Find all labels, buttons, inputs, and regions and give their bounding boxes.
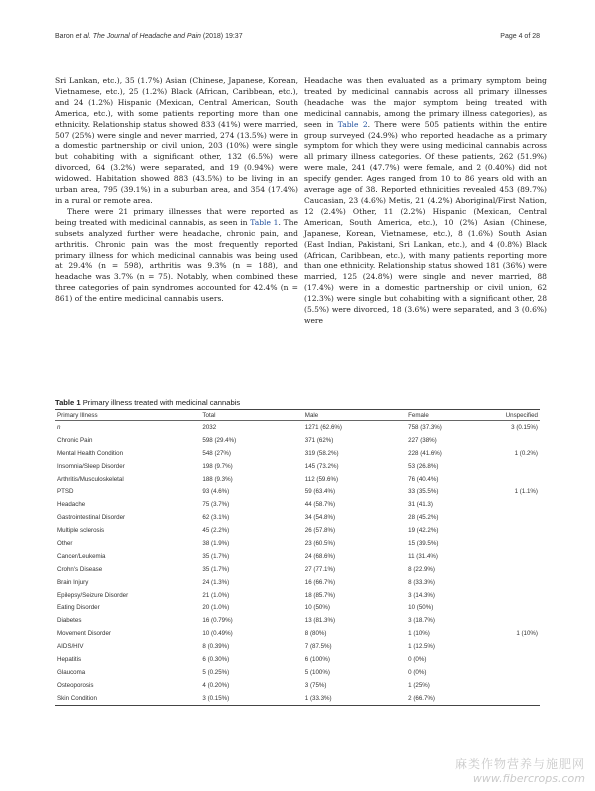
table-cell: 5 (0.25%): [202, 668, 230, 676]
table-cell: 1 (12.5%): [408, 643, 435, 651]
table-title: Primary illness treated with medicinal cannabis: [80, 398, 241, 407]
row-label-cell: PTSD: [57, 488, 74, 496]
table-row: [55, 601, 540, 614]
table-cell: 31 (41.3): [408, 501, 433, 509]
table-row: [55, 576, 540, 589]
table-row: [55, 485, 540, 498]
watermark: [455, 755, 585, 785]
table-row: [55, 524, 540, 537]
table-cell: 371 (62%): [304, 436, 334, 444]
table-cell: 59 (63.4%): [304, 488, 336, 496]
table-cell: 227 (38%): [408, 436, 437, 444]
table-cell: 33 (35.5%): [408, 488, 439, 496]
table-cell: [504, 511, 540, 524]
table-cell: 1 (10%): [408, 630, 430, 638]
table-cell: [504, 524, 540, 537]
row-label-cell: Epilepsy/Seizure Disorder: [57, 591, 129, 599]
text-run: . The subsets analyzed further were headache, chronic pain, and arthritis. Chronic pain was the most frequently reported primary illness for which medicinal cannabis was being used at 29.4% (n = 598), arthritis was 9.3% (n = 188), and headache was 3.7% (n = 75). Notably, when combined these three categories of pain syndromes accounted for 42.4% (n = 861) of the entire medicinal cannabis users.: [55, 217, 299, 304]
data-table: [55, 409, 540, 706]
table-cell: 598 (29.4%): [202, 436, 237, 444]
table-cell: 20 (1.0%): [202, 604, 230, 612]
table-row: [55, 640, 540, 653]
table-body: [55, 421, 540, 706]
table-cell: [504, 601, 540, 614]
column-header: Primary Illness: [55, 410, 200, 421]
table-cell: 3 (0.15%): [200, 692, 302, 705]
table-cell: 1 (0.2%): [514, 449, 538, 457]
table-cell: 27 (77.1%): [304, 565, 336, 573]
table-cell: [504, 640, 540, 653]
table-row: [55, 614, 540, 627]
authors: Baron: [55, 33, 76, 40]
table-cell: 198 (9.7%): [202, 462, 233, 470]
table-cell: [504, 614, 540, 627]
table-cell: 53 (26.8%): [408, 462, 439, 470]
table-cell: 1 (33.3%): [303, 692, 406, 705]
table-cell: 0 (0%): [408, 668, 427, 676]
table-cell: [504, 473, 540, 486]
table-cell: 2032: [202, 423, 217, 431]
table-cell: 35 (1.7%): [202, 565, 230, 573]
paragraph: [55, 207, 298, 305]
table-cell: 3 (75%): [304, 681, 327, 689]
table-row: [55, 447, 540, 460]
text-run: There were 21 primary illnesses that were reported as being treated with medicinal cannabis, as seen in: [55, 206, 298, 227]
row-label-cell: Osteoporosis: [57, 681, 94, 689]
journal-name: The Journal of Headache and Pain: [90, 33, 201, 40]
column-header: Male: [303, 410, 406, 421]
table-cell: 28 (45.2%): [408, 514, 439, 522]
table-cell: [504, 563, 540, 576]
table-cell: 319 (58.2%): [304, 449, 339, 457]
table-cell: 19 (42.2%): [408, 527, 439, 535]
table-cell: [504, 550, 540, 563]
text-run: . There were 505 patients within the entire group surveyed (24.9%) who reported headache as a primary symptom for which they were using medicinal cannabis across all primary illness categories. Of these patients, 262 (51.9%) were male, 241 (47.7%) were female, and 2 (0.40%) did not specify gender. Ages ranged from 10 to 86 years old with an average age of 38. Reported ethnicities revealed 453 (89.7%) Caucasian, 23 (4.6%) Metis, 21 (4.2%) Aboriginal/First Nation, 12 (2.4%) Other, 11 (2.2%) Hispanic (Mexican, Central American, South America, etc.), 10 (2%) Asian (Chinese, Japanese, Korean, Vietnamese, etc.), 8 (1.6%) South Asian (East Indian, Pakistani, Sri Lankan, etc.), and 4 (0.8%) Black (African, Caribbean, etc.), with many patients reporting more than one ethnicity. Relationship status showed 181 (36%) were married, 125 (24.8%) were single and never married, 88 (17.4%) were in a domestic partnership or civil union, 62 (12.3%) were single but cohabiting with a significant other, 28 (5.5%) were divorced, 18 (3.6%) were separated, and 3 (0.6%) were: [304, 119, 547, 325]
right-column: [304, 76, 547, 327]
table-cell: 7 (87.5%): [304, 643, 332, 651]
table-cell: [504, 692, 540, 705]
row-label-cell: AIDS/HIV: [57, 643, 84, 651]
citation-line: [55, 33, 243, 40]
row-label-cell: Brain Injury: [57, 578, 89, 586]
table-cell: 3 (0.15%): [511, 423, 538, 431]
table-cell: [504, 666, 540, 679]
table-cell: 34 (54.8%): [304, 514, 336, 522]
row-label-cell: n: [57, 423, 61, 431]
table-reference-link[interactable]: Table 2: [337, 119, 368, 129]
table-row: [55, 589, 540, 602]
table-reference-link[interactable]: Table 1: [250, 217, 279, 227]
table-row: [55, 473, 540, 486]
table-cell: 1271 (62.6%): [304, 423, 342, 431]
table-row: [55, 537, 540, 550]
table-cell: 3 (14.3%): [408, 591, 435, 599]
table-cell: 145 (73.2%): [304, 462, 339, 470]
table-cell: [504, 460, 540, 473]
row-label-cell: Cancer/Leukemia: [57, 552, 106, 560]
row-label-cell: Crohn's Disease: [57, 565, 103, 573]
table-cell: 5 (100%): [304, 668, 330, 676]
table-row: [55, 679, 540, 692]
table-cell: 2 (66.7%): [406, 692, 504, 705]
table-cell: 1 (25%): [408, 681, 430, 689]
table-cell: 93 (4.6%): [202, 488, 230, 496]
table-cell: 8 (80%): [304, 630, 327, 638]
paragraph: Sri Lankan, etc.), 35 (1.7%) Asian (Chinese, Japanese, Korean, Vietnamese, etc.), 25 (1.2%) Black (African, Caribbean, etc.), and 24 (1.2%) Hispanic (Mexican, Central American, South America, etc.), with some patients reporting more than one ethnicity. Relationship status showed 833 (41%) were married, 507 (25%) were single and never married, 274 (13.5%) were in a domestic partnership or civil union, 203 (10%) were single but cohabiting with a significant other, 132 (6.5%) were divorced, 64 (3.2%) were separated, and 19 (0.94%) were widowed. Habitation showed 883 (43.5%) to be living in an urban area, 795 (39.1%) in a suburban area, and 354 (17.4%) in a rural or remote area.: [55, 76, 298, 205]
table-cell: 76 (40.4%): [408, 475, 439, 483]
row-label-cell: Diabetes: [57, 617, 82, 625]
table-cell: 6 (100%): [304, 655, 330, 663]
table-row: [55, 692, 540, 705]
paragraph: [304, 76, 547, 327]
table-cell: [504, 434, 540, 447]
running-header: [55, 33, 540, 45]
table-cell: 228 (41.6%): [408, 449, 442, 457]
table-cell: 4 (0.20%): [202, 681, 230, 689]
table-row: [55, 421, 540, 434]
page-number: Page 4 of 28: [500, 33, 540, 40]
table-cell: 112 (59.6%): [304, 475, 339, 483]
table-row: [55, 434, 540, 447]
row-label-cell: Other: [57, 539, 73, 547]
table-cell: 6 (0.30%): [202, 655, 230, 663]
table-header-row: [55, 410, 540, 421]
table-row: [55, 498, 540, 511]
table-cell: 26 (57.8%): [304, 527, 336, 535]
table-1: [55, 398, 540, 706]
table-cell: 10 (0.49%): [202, 630, 233, 638]
row-label-cell: Eating Disorder: [57, 604, 100, 612]
row-label-cell: Skin Condition: [55, 692, 200, 705]
row-label-cell: Glaucoma: [57, 668, 86, 676]
year-volume: (2018) 19:37: [200, 33, 243, 40]
table-cell: [504, 498, 540, 511]
table-row: [55, 653, 540, 666]
table-cell: [504, 589, 540, 602]
table-cell: 548 (27%): [202, 449, 231, 457]
row-label-cell: Insomnia/Sleep Disorder: [57, 462, 125, 470]
row-label-cell: Movement Disorder: [57, 630, 111, 638]
table-cell: 75 (3.7%): [202, 501, 230, 509]
table-cell: 1 (1.1%): [514, 488, 538, 496]
table-row: [55, 627, 540, 640]
table-cell: 8 (0.39%): [202, 643, 230, 651]
table-cell: [504, 576, 540, 589]
table-cell: 11 (31.4%): [408, 552, 438, 560]
table-cell: 15 (39.5%): [408, 539, 439, 547]
table-cell: [504, 537, 540, 550]
table-row: [55, 666, 540, 679]
row-label-cell: Headache: [57, 501, 86, 509]
table-cell: 24 (1.3%): [202, 578, 230, 586]
table-cell: 62 (3.1%): [202, 514, 230, 522]
table-row: [55, 511, 540, 524]
row-label-cell: Mental Health Condition: [57, 449, 124, 457]
table-cell: 18 (85.7%): [304, 591, 336, 599]
watermark-chinese-text: 麻类作物营养与施肥网: [454, 757, 585, 771]
table-cell: 758 (37.3%): [408, 423, 442, 431]
et-al: et al.: [75, 33, 91, 40]
table-cell: 16 (0.79%): [202, 617, 233, 625]
text-run: Headache was then evaluated as a primary symptom being treated by medicinal cannabis across all primary illnesses (headache was the major symptom being treated with medicinal cannabis, among the primary illness categories), as seen in: [304, 76, 547, 129]
table-row: [55, 550, 540, 563]
table-cell: 10 (50%): [304, 604, 330, 612]
table-cell: 3 (18.7%): [408, 617, 435, 625]
table-cell: 8 (22.9%): [408, 565, 435, 573]
table-cell: 1 (10%): [516, 630, 538, 638]
row-label-cell: Gastrointestinal Disorder: [57, 514, 126, 522]
table-row: [55, 460, 540, 473]
column-header: Female: [406, 410, 504, 421]
table-cell: 21 (1.0%): [202, 591, 230, 599]
watermark-url: www.fibercrops.com: [472, 772, 585, 785]
table-cell: 44 (58.7%): [304, 501, 336, 509]
table-cell: 23 (60.5%): [304, 539, 336, 547]
column-header: Total: [200, 410, 302, 421]
table-cell: 13 (81.3%): [304, 617, 336, 625]
table-cell: [504, 653, 540, 666]
table-cell: 10 (50%): [408, 604, 434, 612]
table-cell: 45 (2.2%): [202, 527, 230, 535]
row-label-cell: Chronic Pain: [57, 436, 93, 444]
table-cell: 188 (9.3%): [202, 475, 233, 483]
table-cell: 24 (68.6%): [304, 552, 336, 560]
table-cell: [504, 679, 540, 692]
table-cell: 8 (33.3%): [408, 578, 435, 586]
row-label-cell: Hepatitis: [57, 655, 82, 663]
column-header: Unspecified: [505, 411, 538, 419]
table-cell: 16 (66.7%): [304, 578, 336, 586]
table-cell: 0 (0%): [408, 655, 427, 663]
left-column: [55, 76, 298, 305]
row-label-cell: Arthritis/Musculoskeletal: [57, 475, 124, 483]
table-cell: 38 (1.9%): [202, 539, 230, 547]
table-cell: 35 (1.7%): [202, 552, 230, 560]
row-label-cell: Multiple sclerosis: [57, 527, 105, 535]
table-row: [55, 563, 540, 576]
table-label: Table 1: [55, 398, 81, 407]
table-caption: [55, 398, 540, 407]
